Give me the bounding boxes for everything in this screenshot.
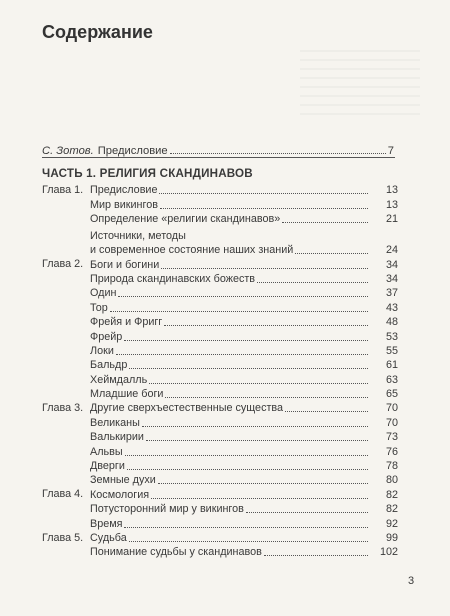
leader-dots	[285, 411, 368, 412]
entry-title: Время	[90, 517, 123, 530]
toc-entry	[42, 401, 398, 415]
entry-title: Другие сверхъестественные существа	[90, 402, 284, 415]
leader-dots	[160, 208, 368, 209]
chapter-label: Глава 2.	[42, 258, 84, 271]
entry-page: 61	[385, 359, 398, 372]
chapter-label: Глава 3.	[42, 402, 84, 415]
entry-title: Мир викингов	[90, 198, 158, 211]
entry-title: Источники, методы и современное состояние наших знаний	[90, 230, 294, 257]
toc-entry	[42, 415, 398, 429]
entry-page: 63	[385, 373, 398, 386]
toc-entry	[42, 516, 398, 530]
entry-page: 99	[385, 531, 398, 544]
entry-page: 78	[385, 460, 398, 473]
divider	[42, 157, 395, 158]
part-heading: ЧАСТЬ 1. РЕЛИГИЯ СКАНДИНАВОВ	[42, 167, 253, 180]
chapter-label: Глава 1.	[42, 184, 84, 196]
leader-dots	[129, 368, 368, 369]
toc-entry	[42, 226, 398, 257]
entry-title: Боги и богини	[90, 258, 160, 271]
toc-entry	[42, 387, 398, 401]
leader-dots	[170, 153, 386, 154]
leader-dots	[125, 455, 368, 456]
leader-dots	[165, 397, 368, 398]
leader-dots	[159, 193, 368, 194]
entry-page: 48	[385, 316, 398, 329]
toc-entry	[42, 459, 398, 473]
leader-dots	[127, 469, 368, 470]
entry-page: 65	[385, 388, 398, 401]
entry-page: 55	[385, 344, 398, 357]
entry-page: 102	[379, 546, 398, 559]
toc-entry	[42, 372, 398, 386]
entry-page: 34	[385, 258, 398, 271]
toc-entry	[42, 473, 398, 487]
entry-title: Определение «религии скандинавов»	[90, 213, 281, 226]
entry-page: 80	[385, 474, 398, 487]
leader-dots	[118, 296, 368, 297]
toc-list	[42, 183, 398, 559]
preface-title: Предисловие	[97, 145, 168, 157]
toc-entry	[42, 502, 398, 516]
toc-entry	[42, 183, 398, 197]
entry-title: Понимание судьбы у скандинавов	[90, 546, 262, 559]
entry-page: 21	[385, 213, 398, 226]
toc-entry	[42, 286, 398, 300]
entry-page: 43	[385, 301, 398, 314]
leader-dots	[129, 541, 368, 542]
entry-page: 92	[385, 517, 398, 530]
preface-page: 7	[387, 145, 394, 157]
entry-title: Потусторонний мир у викингов	[90, 503, 244, 516]
leader-dots	[257, 282, 368, 283]
leader-dots	[246, 512, 368, 513]
entry-title: Фрейр	[90, 330, 123, 343]
page-number: 3	[408, 575, 415, 587]
leader-dots	[116, 354, 368, 355]
toc-entry	[42, 329, 398, 343]
leader-dots	[149, 383, 368, 384]
bleed-through-text	[300, 50, 420, 120]
entry-page: 13	[385, 184, 398, 197]
entry-title: Великаны	[90, 416, 140, 429]
toc-entry	[42, 315, 398, 329]
entry-page: 70	[385, 416, 398, 429]
leader-dots	[158, 483, 368, 484]
leader-dots	[264, 555, 368, 556]
entry-page: 13	[385, 198, 398, 211]
leader-dots	[146, 440, 368, 441]
chapter-label: Глава 5.	[42, 531, 84, 544]
leader-dots	[161, 268, 368, 269]
toc-entry	[42, 272, 398, 286]
entry-page: 82	[385, 503, 398, 516]
entry-page: 37	[385, 287, 398, 300]
toc-entry	[42, 300, 398, 314]
leader-dots	[110, 311, 368, 312]
entry-title: Альвы	[90, 445, 123, 458]
leader-dots	[142, 426, 368, 427]
entry-title: Локи	[90, 344, 114, 357]
entry-title: Бальдр	[90, 359, 128, 372]
entry-title: Фрейя и Фригг	[90, 316, 163, 329]
leader-dots	[164, 325, 368, 326]
preface-entry	[42, 145, 394, 157]
entry-page: 24	[385, 244, 398, 257]
chapter-label: Глава 4.	[42, 488, 84, 501]
toc-entry	[42, 531, 398, 545]
entry-page: 70	[385, 402, 398, 415]
entry-title: Судьба	[90, 531, 127, 544]
entry-title: Валькирии	[90, 431, 144, 444]
entry-title: Природа скандинавских божеств	[90, 272, 256, 285]
preface-author: С. Зотов.	[42, 145, 94, 157]
toc-entry	[42, 212, 398, 226]
toc-entry	[42, 257, 398, 271]
leader-dots	[295, 253, 368, 254]
toc-entry	[42, 358, 398, 372]
entry-title: Дверги	[90, 460, 125, 473]
toc-entry	[42, 487, 398, 501]
entry-title: Младшие боги	[90, 388, 164, 401]
leader-dots	[124, 340, 368, 341]
entry-page: 73	[385, 431, 398, 444]
entry-page: 53	[385, 330, 398, 343]
entry-title: Хеймдалль	[90, 373, 148, 386]
leader-dots	[124, 527, 368, 528]
leader-dots	[282, 222, 368, 223]
entry-page: 76	[385, 445, 398, 458]
page-title: Содержание	[42, 22, 153, 42]
toc-entry	[42, 545, 398, 559]
entry-page: 82	[385, 488, 398, 501]
entry-page: 34	[385, 272, 398, 285]
entry-title: Предисловие	[90, 184, 158, 197]
leader-dots	[151, 498, 368, 499]
toc-entry	[42, 344, 398, 358]
entry-title: Тор	[90, 301, 108, 314]
toc-entry	[42, 444, 398, 458]
entry-title: Один	[90, 287, 117, 300]
entry-title: Космология	[90, 488, 150, 501]
toc-entry	[42, 430, 398, 444]
entry-title: Земные духи	[90, 474, 156, 487]
toc-entry	[42, 197, 398, 211]
